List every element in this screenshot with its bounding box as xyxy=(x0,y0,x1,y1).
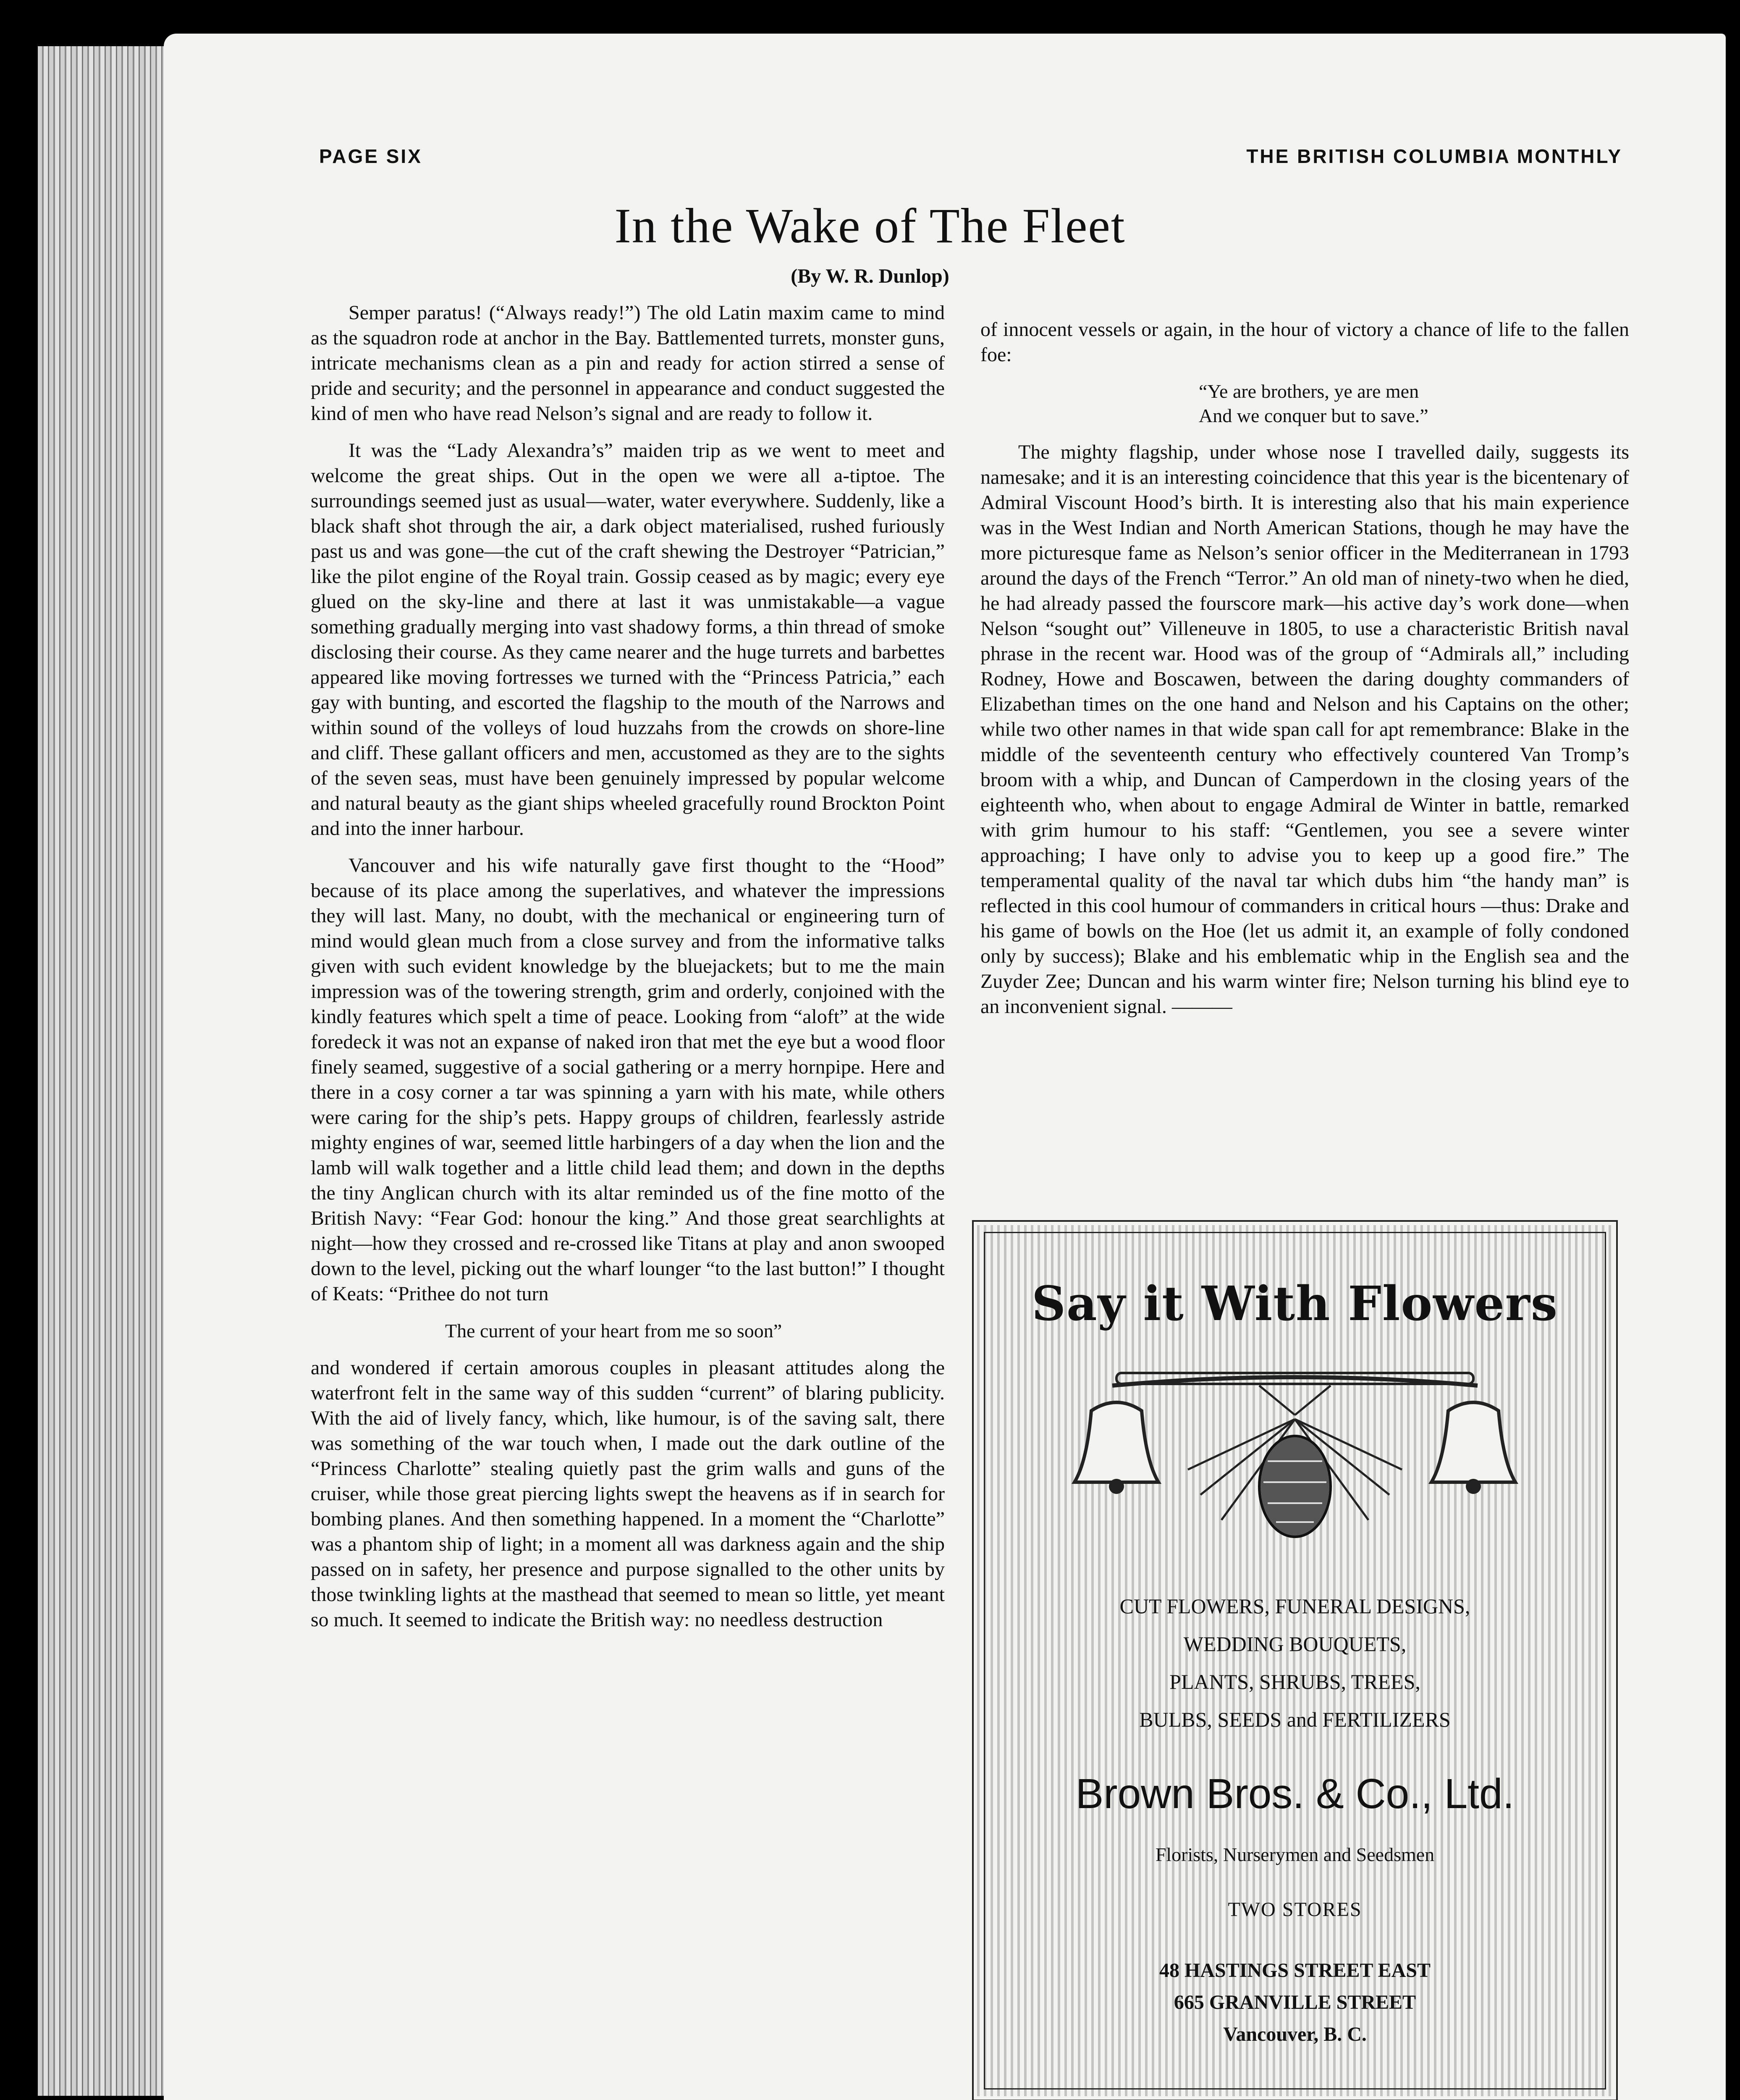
article-column-left xyxy=(311,300,945,1633)
ad-firm-name: Brown Bros. & Co., Ltd. xyxy=(1075,1770,1515,1817)
verse-quote: The current of your heart from me so soon” xyxy=(445,1320,782,1341)
article-byline: (By W. R. Dunlop) xyxy=(791,265,949,287)
paragraph: It was the “Lady Alexandra’s” maiden trip as we went to meet and welcome the great ships. Out in the open we were all a-tiptoe. The surroundings seemed just as usual—water, water everywhere. Suddenly, like a black shaft shot through the air, a dark object materialised, rushed furiously past us and was gone—the cut of the craft shewing the Destroyer “Patrician,” like the pilot engine of the Royal train. Gossip ceased as by magic; every eye glued on the sky-line and there at last it was unmistakable—a vague something gradually merging into vast shadowy forms, a thin thread of smoke disclosing their course. As they came nearer and the huge turrets and barbettes appeared like moving fortresses we turned with the “Princess Patricia,” each gay with bunting, and escorted the flagship to the mouth of the Narrows and within sound of the volleys of loud huzzahs from the crowds on shore-line and cliff. These gallant officers and men, accustomed as they are to the sights of the seven seas, must have been genuinely impressed by popular welcome and natural beauty as the giant ships wheeled gracefully round Brockton Point and into the inner harbour. xyxy=(311,439,945,840)
paragraph: Semper paratus! (“Always ready!”) The old Latin maxim came to mind as the squadron rode at anchor in the Bay. Battlemented turrets, monster guns, intricate mechanisms clean as a pin and ready for action stirred a sense of pride and security; and the personnel in appearance and conduct suggested the kind of men who have read Nelson’s signal and are ready to follow it. xyxy=(311,302,945,425)
service-line: CUT FLOWERS, FUNERAL DESIGNS, xyxy=(1119,1594,1470,1618)
running-head-right: THE BRITISH COLUMBIA MONTHLY xyxy=(1246,145,1622,167)
ad-subtitle: Florists, Nurserymen and Seedsmen xyxy=(1155,1844,1435,1865)
verse-line: “Ye are brothers, ye are men xyxy=(1199,381,1419,402)
service-line: PLANTS, SHRUBS, TREES, xyxy=(1169,1670,1420,1693)
verse-line: And we conquer but to save.” xyxy=(1199,405,1428,426)
bells-pinecone-illustration xyxy=(1062,1360,1528,1545)
verse-quote xyxy=(1199,379,1629,428)
stacked-page-edges xyxy=(38,46,172,2096)
paragraph: and wondered if certain amorous couples in pleasant attitudes along the waterfront felt in the same way of this sudden “current” of blaring publicity. With the aid of lively fancy, which, like humour, is of the saving salt, there was something of the war touch when, I made out the dark outline of the “Princess Charlotte” stealing quietly past the grim walls and guns of the cruiser, while those great piercing lights swept the heavens as if in search for bombing planes. And then something happened. In a moment the “Charlotte” was a phantom ship of light; in a moment all was darkness again and the ship passed on in safety, her presence and purpose signalled to the other units by those twinkling lights at the masthead that seemed to mean so little, yet meant so much. It seemed to indicate the British way: no needless destruction xyxy=(311,1357,945,1631)
article-title: In the Wake of The Fleet xyxy=(614,198,1126,253)
bell-icon xyxy=(1431,1402,1515,1494)
article-column-right xyxy=(980,317,1629,1019)
service-line: WEDDING BOUQUETS, xyxy=(1183,1632,1407,1656)
ad-headline: Say it With Flowers xyxy=(1032,1276,1558,1331)
paragraph: of innocent vessels or again, in the hour of victory a chance of life to the fallen foe: xyxy=(980,318,1629,366)
paragraph: Vancouver and his wife naturally gave first thought to the “Hood” because of its place among the superlatives, and whatever the impressions they will last. Many, no doubt, with the mechanical or engineering turn of mind would glean much from a close survey and from the informative talks given with such evident knowledge by the bluejackets; but to me the main impression was of the towering strength, grim and orderly, conjoined with the kindly features which spelt a time of peace. Looking from “aloft” at the wide foredeck it was not an expanse of naked iron that met the eye but a wood floor finely seamed, suggestive of a social gathering or a merry hornpipe. Here and there in a cosy corner a tar was spinning a yarn with his mate, while others were caring for the ship’s pets. Happy groups of children, fearlessly astride mighty engines of war, seemed little harbingers of a day when the lion and the lamb will walk together and a little child lead them; and down in the depths the tiny Anglican church with its altar reminded us of the fine motto of the British Navy: “Fear God: honour the king.” And those great searchlights at night—how they crossed and re-crossed like Titans at play and anon swooped down to the level, picking out the wharf lounger “to the last button!” I thought of Keats: “Prithee do not turn xyxy=(311,854,945,1305)
ad-services xyxy=(974,1587,1616,1738)
service-line: BULBS, SEEDS and FERTILIZERS xyxy=(1139,1708,1451,1731)
address-city: Vancouver, B. C. xyxy=(1223,2023,1367,2045)
address-line: 48 HASTINGS STREET EAST xyxy=(1159,1959,1431,1982)
ad-stores-label: TWO STORES xyxy=(1228,1898,1362,1921)
running-head-left: PAGE SIX xyxy=(319,145,422,167)
address-line: 665 GRANVILLE STREET xyxy=(1174,1991,1416,2013)
ad-addresses xyxy=(974,1955,1616,2050)
bell-icon xyxy=(1074,1402,1158,1494)
flower-advertisement xyxy=(972,1220,1618,2100)
paragraph: The mighty flagship, under whose nose I travelled daily, suggests its namesake; and it is an interesting coincidence that this year is the bicentenary of Admiral Viscount Hood’s birth. It is interesting also that his main experience was in the West Indian and North American Stations, though he may have the more picturesque fame as Nelson’s senior officer in the Mediterranean in 1793 around the days of the French “Terror.” An old man of ninety-two when he died, he had already passed the fourscore mark—his active day’s work done—when Nelson “sought out” Villeneuve in 1805, to use a characteristic British naval phrase in the recent war. Hood was of the group of “Admirals all,” including Rodney, Howe and Boscawen, between the daring doughty commanders of Elizabethan times on the one hand and Nelson and his Captains on the other; while two other names in that wide span call for apt remembrance: Blake in the middle of the seventeenth century who effectively countered Van Tromp’s broom with a whip, and Duncan of Camperdown in the closing years of the eighteenth who, when about to engage Admiral de Winter in battle, remarked with grim humour to his staff: “Gentlemen, you see a severe winter approaching; I have only to advise you to keep up a good fire.” The temperamental quality of the naval tar which dubs him “the handy man” is reflected in this cool humour of commanders in critical hours —thus: Drake and his game of bowls on the Hoe (let us admit it, an example of folly condoned only by success); Blake and his emblematic whip in the English sea and the Zuyder Zee; Duncan and his warm winter fire; Nelson turning his blind eye to an inconvenient signal. ——— xyxy=(980,441,1629,1018)
